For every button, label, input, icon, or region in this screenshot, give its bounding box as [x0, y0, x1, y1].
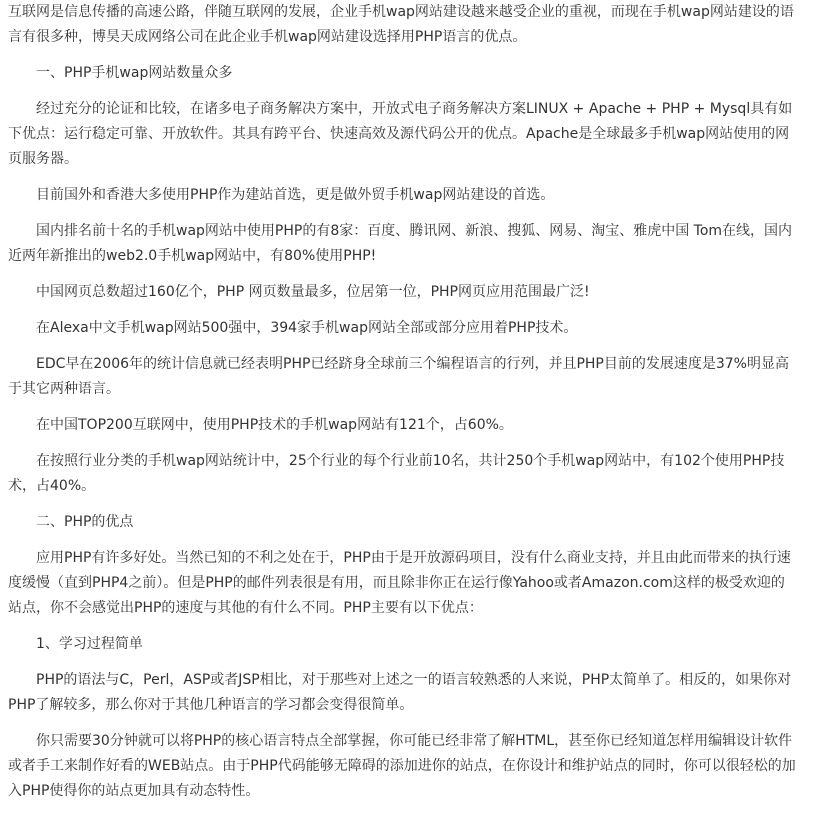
paragraph-top200: 在中国TOP200互联网中，使用PHP技术的手机wap网站有121个，占60%。	[36, 417, 513, 433]
paragraph-30-minutes: 你只需要30分钟就可以将PHP的核心语言特点全部掌握，你可能已经非常了解HTML，甚至你已经知道怎样用编辑设计软件或者手工来制作好看的WEB站点。由于PHP代码能够无障碍的添加进你的站点，在你设计和维护站点的同时，你可以很轻松的加入PHP使得你的站点更加具有动态特性。	[8, 733, 796, 799]
paragraph-syntax: PHP的语法与C，Perl，ASP或者JSP相比，对于那些对上述之一的语言较熟悉的人来说，PHP太简单了。相反的，如果你对PHP了解较多，那么你对于其他几种语言的学习都会变得很简单。	[8, 672, 792, 713]
paragraph-industry: 在按照行业分类的手机wap网站统计中，25个行业的每个行业前10名，共计250个手机wap网站中，有102个使用PHP技术，占40%。	[8, 453, 785, 494]
paragraph-foreign: 目前国外和香港大多使用PHP作为建站首选，更是做外贸手机wap网站建设的首选。	[36, 187, 555, 203]
paragraph-top-ten: 国内排名前十名的手机wap网站中使用PHP的有8家：百度、腾讯网、新浪、搜狐、网易、淘宝、雅虎中国 Tom在线，国内近两年新推出的web2.0手机wap网站中，有80%使用PHP!	[8, 223, 793, 264]
paragraph-page-count: 中国网页总数超过160亿个，PHP 网页数量最多，位居第一位，PHP网页应用范围最广泛!	[36, 284, 590, 300]
paragraph-solution: 经过充分的论证和比较，在诸多电子商务解决方案中，开放式电子商务解决方案LINUX + Apache + PHP + Mysql具有如下优点：运行稳定可靠、开放软件。其具有跨平台、快速高效及源代码公开的优点。Apache是全球最多手机wap网站使用的网页服务器。	[8, 101, 793, 167]
paragraph-edc: EDC早在2006年的统计信息就已经表明PHP已经跻身全球前三个编程语言的行列，并且PHP目前的发展速度是37%明显高于其它两种语言。	[8, 356, 789, 397]
intro-paragraph: 互联网是信息传播的高速公路，伴随互联网的发展，企业手机wap网站建设越来越受企业的重视，而现在手机wap网站建设的语言有很多种，博昊天成网络公司在此企业手机wap网站建设选择用PHP语言的优点。	[8, 4, 794, 45]
paragraph-benefits: 应用PHP有许多好处。当然已知的不利之处在于，PHP由于是开放源码项目，没有什么商业支持，并且由此而带来的执行速度缓慢（直到PHP4之前）。但是PHP的邮件列表很是有用，而且除非你正在运行像Yahoo或者Amazon.com这样的极受欢迎的站点，你不会感觉出PHP的速度与其他的有什么不同。PHP主要有以下优点：	[8, 550, 791, 616]
subsection-heading-1: 1、学习过程简单	[36, 636, 143, 652]
section-heading-2: 二、PHP的优点	[36, 514, 134, 530]
paragraph-alexa: 在Alexa中文手机wap网站500强中，394家手机wap网站全部或部分应用着PHP技术。	[36, 320, 578, 336]
section-heading-1: 一、PHP手机wap网站数量众多	[36, 65, 233, 81]
